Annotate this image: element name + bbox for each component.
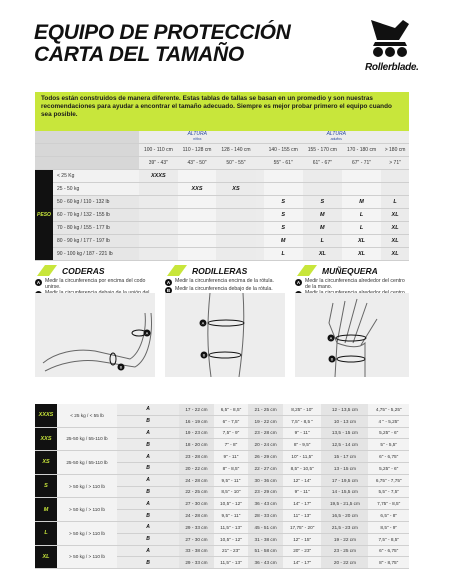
page-title xyxy=(34,22,291,66)
measure-value: 6" - 7,5" xyxy=(214,415,248,427)
measure-value: 9,5" - 11" xyxy=(214,474,248,486)
size-cell: M xyxy=(303,222,342,235)
size-cell xyxy=(342,183,381,196)
weight-range: 80 - 90 kg / 177 - 197 lb xyxy=(53,235,139,248)
size-cell xyxy=(178,222,217,235)
measure-point: B xyxy=(117,510,179,522)
size-cell xyxy=(381,183,409,196)
measure-value: 5,25" - 6" xyxy=(368,427,409,439)
size-label: XXS xyxy=(35,427,57,451)
elbow-guard-icon xyxy=(35,263,59,278)
measure-value: 13 - 15 cm xyxy=(321,462,368,474)
measure-value: 12,5 - 14 cm xyxy=(321,439,368,451)
measure-value: 24 - 28 cm xyxy=(179,474,214,486)
size-label: S xyxy=(35,474,57,498)
weight-label: > 50 kg / > 110 lb xyxy=(57,498,117,522)
hand-illustration xyxy=(295,293,409,377)
measure-value: 20 - 22 cm xyxy=(321,557,368,569)
weight-label: > 50 kg / > 110 lb xyxy=(57,545,117,569)
size-label: M xyxy=(35,498,57,522)
measure-value: 7,5" - 8,5" xyxy=(368,533,409,545)
peso-label: PESO xyxy=(35,170,53,261)
measure-value: 19,5 - 21,5 cm xyxy=(321,498,368,510)
size-cell: XXXS xyxy=(139,170,178,183)
size-cell xyxy=(178,248,217,261)
altura-label: ALTURA xyxy=(326,131,346,137)
instruction-a: Medir la circunferencia encima de la rótula. xyxy=(175,278,274,284)
measure-value: 11" - 13" xyxy=(283,510,321,522)
elbow-diagram xyxy=(35,293,155,377)
measurement-table xyxy=(35,404,409,569)
weight-label: 25-50 kg / 55-110 lb xyxy=(57,451,117,475)
size-cell: XL xyxy=(381,235,409,248)
size-cell: XXS xyxy=(178,183,217,196)
size-cell xyxy=(139,248,178,261)
knee-diagram xyxy=(165,293,285,377)
measure-value: 7,75" - 8,5" xyxy=(368,498,409,510)
size-label: L xyxy=(35,521,57,545)
height-range: 100 - 110 cm xyxy=(139,144,178,157)
measure-value: 12 - 13,5 cm xyxy=(321,404,368,415)
altura-sub-kids: niños xyxy=(193,137,202,141)
size-cell xyxy=(216,235,255,248)
size-cell xyxy=(216,170,255,183)
weight-range: < 25 Kg xyxy=(53,170,139,183)
weight-label: 25-50 kg / 55-110 lb xyxy=(57,427,117,451)
size-cell: L xyxy=(342,209,381,222)
measure-value: 20 - 22 cm xyxy=(179,462,214,474)
measure-value: 12" - 15" xyxy=(283,533,321,545)
size-cell xyxy=(178,170,217,183)
svg-text:B: B xyxy=(202,352,206,358)
size-label: XXXS xyxy=(35,404,57,427)
brand-block xyxy=(365,18,425,73)
instruction-b: Medir la circunferencia debajo de la rótula. xyxy=(175,286,273,292)
measure-value: 18 - 20 cm xyxy=(179,439,214,451)
weight-range: 60 - 70 kg / 132 - 155 lb xyxy=(53,209,139,222)
size-cell xyxy=(303,170,342,183)
size-cell: S xyxy=(264,209,303,222)
measure-value: 9" - 11" xyxy=(283,486,321,498)
size-cell: M xyxy=(303,209,342,222)
measure-value: 6,5" - 8,5" xyxy=(214,404,248,415)
measure-value: 30 - 36 cm xyxy=(248,474,283,486)
size-cell: S xyxy=(303,196,342,209)
measure-value: 6" - 6,75" xyxy=(368,451,409,463)
measure-value: 21,5 - 23 cm xyxy=(321,521,368,533)
measure-value: 5,5" - 7,5" xyxy=(368,486,409,498)
measure-point: B xyxy=(117,557,179,569)
size-label: XL xyxy=(35,545,57,569)
measure-point: A xyxy=(117,474,179,486)
badge-a: A xyxy=(166,280,171,285)
intro-text: Todos están construidos de manera diferente. Estas tablas de tallas se basan en un promedio y son nuestras recomendaciones para ayudar a encontrar el tamaño adecuado. Siempre es mejor probar primero el equipo cuando sea posible. xyxy=(35,92,409,132)
measure-value: 8" - 8,75" xyxy=(368,557,409,569)
measure-point: B xyxy=(117,533,179,545)
section-title: CODERAS xyxy=(62,265,105,276)
svg-text:B: B xyxy=(330,356,334,362)
measure-value: 11,5" - 13" xyxy=(214,521,248,533)
instruction-a: Medir la circunferencia alrededor del centro de la mano. xyxy=(305,278,405,290)
measure-value: 5,25" - 6" xyxy=(368,462,409,474)
size-cell xyxy=(216,196,255,209)
measure-value: 22 - 25 cm xyxy=(179,486,214,498)
measure-value: 8,5" - 10,5" xyxy=(283,462,321,474)
size-cell: XL xyxy=(381,209,409,222)
height-range: > 71" xyxy=(381,157,409,170)
size-cell: M xyxy=(264,235,303,248)
measure-value: 29 - 33 cm xyxy=(179,521,214,533)
size-cell xyxy=(139,183,178,196)
size-cell: L xyxy=(342,222,381,235)
measure-value: 10" - 11,5" xyxy=(283,451,321,463)
measure-value: 16 - 19 cm xyxy=(179,415,214,427)
measure-point: A xyxy=(117,521,179,533)
measure-value: 15 - 17 cm xyxy=(321,451,368,463)
measure-value: 6" - 6,75" xyxy=(368,545,409,557)
measure-point: A xyxy=(117,404,179,415)
measure-value: 23 - 25 cm xyxy=(321,545,368,557)
measure-value: 4,75" - 5,25" xyxy=(368,404,409,415)
weight-label: < 25 kg / < 55 lb xyxy=(57,404,117,427)
measure-value: 21" - 23" xyxy=(214,545,248,557)
measure-value: 20" - 23" xyxy=(283,545,321,557)
height-range: 61" - 67" xyxy=(303,157,342,170)
measure-value: 8,5" - 10" xyxy=(214,486,248,498)
measure-value: 27 - 30 cm xyxy=(179,498,214,510)
height-range: 55" - 61" xyxy=(264,157,303,170)
measure-value: 8,25" - 10" xyxy=(283,404,321,415)
measure-point: B xyxy=(117,439,179,451)
measure-value: 6,5" - 8" xyxy=(368,510,409,522)
svg-text:A: A xyxy=(329,335,333,341)
measure-point: B xyxy=(117,486,179,498)
measure-value: 14" - 17" xyxy=(283,498,321,510)
size-cell: L xyxy=(381,196,409,209)
weight-range: 50 - 60 kg / 110 - 132 lb xyxy=(53,196,139,209)
height-range: 128 - 140 cm xyxy=(216,144,255,157)
badge-a: A xyxy=(36,280,41,285)
height-range: 170 - 180 cm xyxy=(342,144,381,157)
altura-label: ALTURA xyxy=(187,131,207,137)
measure-value: 21 - 25 cm xyxy=(248,404,283,415)
measure-value: 22 - 27 cm xyxy=(248,462,283,474)
height-range: 155 - 170 cm xyxy=(303,144,342,157)
weight-range: 90 - 100 kg / 187 - 221 lb xyxy=(53,248,139,261)
measure-value: 33 - 38 cm xyxy=(179,545,214,557)
brand-name: Rollerblade. xyxy=(365,62,419,73)
measure-value: 19 - 22 cm xyxy=(248,415,283,427)
measure-value: 31 - 38 cm xyxy=(248,533,283,545)
size-chart-table xyxy=(35,131,409,261)
size-cell: L xyxy=(303,235,342,248)
size-cell xyxy=(178,209,217,222)
height-range: 43" - 50" xyxy=(178,157,217,170)
size-cell xyxy=(139,222,178,235)
measure-value: 9" - 11" xyxy=(214,451,248,463)
measure-value: 29 - 33 cm xyxy=(179,557,214,569)
measure-value: 17 - 22 cm xyxy=(179,404,214,415)
measure-value: 45 - 51 cm xyxy=(248,521,283,533)
measure-value: 11,5" - 13" xyxy=(214,557,248,569)
size-cell xyxy=(139,209,178,222)
measure-point: A xyxy=(117,427,179,439)
section-title: MUÑEQUERA xyxy=(322,265,378,276)
measure-value: 28 - 33 cm xyxy=(248,510,283,522)
svg-text:A: A xyxy=(201,320,205,326)
height-range: 140 - 155 cm xyxy=(264,144,303,157)
weight-range: 70 - 80 kg / 155 - 177 lb xyxy=(53,222,139,235)
size-cell: XS xyxy=(216,183,255,196)
height-range: 67" - 71" xyxy=(342,157,381,170)
size-cell xyxy=(216,209,255,222)
size-cell xyxy=(264,183,303,196)
size-cell: S xyxy=(264,196,303,209)
measure-value: 19 - 23 cm xyxy=(179,427,214,439)
measure-value: 9" - 11" xyxy=(283,427,321,439)
measure-value: 17,75" - 20" xyxy=(283,521,321,533)
measure-value: 51 - 58 cm xyxy=(248,545,283,557)
measure-value: 13,5 - 15 cm xyxy=(321,427,368,439)
wrist-guard-icon xyxy=(295,263,319,278)
size-cell xyxy=(178,196,217,209)
measure-value: 5" - 5,5" xyxy=(368,439,409,451)
size-cell xyxy=(303,183,342,196)
weight-label: > 50 kg / > 110 lb xyxy=(57,521,117,545)
measure-value: 10,5" - 12" xyxy=(214,498,248,510)
measure-point: A xyxy=(117,498,179,510)
badge-a: A xyxy=(296,280,301,285)
measure-value: 7,5" - 9" xyxy=(214,427,248,439)
measure-value: 24 - 28 cm xyxy=(179,510,214,522)
weight-label: > 50 kg / > 110 lb xyxy=(57,474,117,498)
measure-point: A xyxy=(117,545,179,557)
height-range: 39" - 43" xyxy=(139,157,178,170)
size-cell xyxy=(264,170,303,183)
leg-illustration xyxy=(165,293,285,377)
measure-value: 36 - 43 cm xyxy=(248,498,283,510)
measure-value: 20 - 24 cm xyxy=(248,439,283,451)
size-cell xyxy=(139,235,178,248)
measure-value: 10 - 13 cm xyxy=(321,415,368,427)
measure-value: 8,5" - 9" xyxy=(368,521,409,533)
title-line-1: EQUIPO DE PROTECCIÓN xyxy=(34,21,291,44)
measure-value: 10,5" - 12" xyxy=(214,533,248,545)
height-range: 50" - 55" xyxy=(216,157,255,170)
measure-value: 7" - 8" xyxy=(214,439,248,451)
knee-guard-icon xyxy=(165,263,189,278)
title-line-2: CARTA DEL TAMAÑO xyxy=(34,43,244,66)
measure-value: 6,75" - 7,75" xyxy=(368,474,409,486)
measure-value: 16,5 - 20 cm xyxy=(321,510,368,522)
measure-point: A xyxy=(117,451,179,463)
measure-value: 26 - 29 cm xyxy=(248,451,283,463)
measure-value: 8" - 9,5" xyxy=(283,439,321,451)
measure-value: 9,5" - 11" xyxy=(214,510,248,522)
measure-point: B xyxy=(117,415,179,427)
measure-value: 17 - 19,5 cm xyxy=(321,474,368,486)
measure-value: 7,5" - 8,5 " xyxy=(283,415,321,427)
measure-value: 4 " - 5,25" xyxy=(368,415,409,427)
size-cell xyxy=(216,222,255,235)
measure-value: 36 - 43 cm xyxy=(248,557,283,569)
size-cell: XL xyxy=(342,248,381,261)
instruction-a: Medir la circunferencia por encima del codo unirse. xyxy=(45,278,146,290)
height-range: 110 - 128 cm xyxy=(178,144,217,157)
size-cell xyxy=(342,170,381,183)
arm-illustration xyxy=(35,293,155,377)
size-cell: XL xyxy=(381,222,409,235)
weight-range: 25 - 50 kg xyxy=(53,183,139,196)
size-cell: XL xyxy=(303,248,342,261)
svg-text:A: A xyxy=(145,330,149,336)
size-cell: XL xyxy=(342,235,381,248)
measure-value: 23 - 28 cm xyxy=(179,451,214,463)
size-label: XS xyxy=(35,451,57,475)
size-cell: L xyxy=(264,248,303,261)
size-cell: S xyxy=(264,222,303,235)
size-cell: XL xyxy=(381,248,409,261)
section-title: RODILLERAS xyxy=(192,265,248,276)
height-range: > 180 cm xyxy=(381,144,409,157)
badge-b: B xyxy=(166,288,171,293)
size-cell: M xyxy=(342,196,381,209)
measure-value: 23 - 29 cm xyxy=(248,486,283,498)
measure-value: 8" - 8,5" xyxy=(214,462,248,474)
measure-point: B xyxy=(117,462,179,474)
size-cell xyxy=(139,196,178,209)
altura-sub-adults: adultos xyxy=(330,137,342,141)
measure-value: 23 - 28 cm xyxy=(248,427,283,439)
wrist-diagram xyxy=(295,293,409,377)
measure-value: 12" - 14" xyxy=(283,474,321,486)
measure-value: 27 - 30 cm xyxy=(179,533,214,545)
svg-text:B: B xyxy=(119,364,123,370)
measure-value: 14 - 15,5 cm xyxy=(321,486,368,498)
inline-skate-icon xyxy=(365,18,419,58)
measure-value: 14" - 17" xyxy=(283,557,321,569)
size-cell xyxy=(178,235,217,248)
size-cell xyxy=(216,248,255,261)
measure-value: 19 - 22 cm xyxy=(321,533,368,545)
size-cell xyxy=(381,170,409,183)
